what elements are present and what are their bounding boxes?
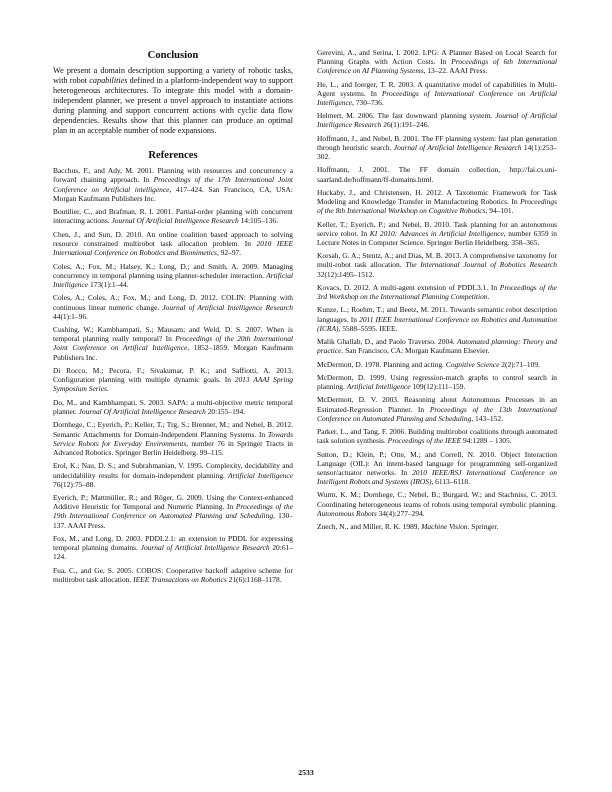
reference-text: Cushing, W.; Kambhampati, S.; Mausam; and Weld, D. S. 2007. When is temporal planning really temporal? In (53, 325, 293, 344)
reference-details: 34(4):277–294. (376, 508, 425, 518)
reference-details: , number 76 in Springer Tracts in Advanced Robotics. Springer Berlin Heidelberg. 99–115. (53, 438, 293, 457)
reference-details: , 94–101. (485, 206, 514, 216)
reference-entry (317, 305, 557, 332)
reference-details: , 143–152. (471, 413, 503, 423)
reference-venue: 2013 AAAI Spring Symposium Series (53, 375, 293, 394)
reference-venue: Proceedings of the 19th International Conference on Automated Planning and Scheduling (53, 502, 293, 521)
reference-entry (317, 165, 557, 183)
reference-details: 2(2):71–109. (499, 359, 540, 369)
reference-entry (317, 427, 557, 445)
reference-details: 21(6):1168–1178. (226, 574, 282, 584)
conclusion-text-2: defined in a platform-independent way to support heterogeneous architectures. To integrate this model with a domain-independent planner, we present a novel approach to instantiate actions during planning and support concurrent actions with cyclic data flow dependencies. Results show that this planner can produce an optimal plan in an acceptable number of node expansions. (53, 76, 293, 136)
reference-text: Hoffmann, J. 2001. The FF domain collection, http://fai.cs.uni-saarland.de/hoffmann/ff-domains.html. (317, 165, 557, 184)
reference-venue: Journal of Artificial Intelligence Research (162, 302, 293, 312)
reference-venue: Proceedings of 6th International Conference on AI Planning Systems (317, 57, 557, 76)
reference-entry (317, 220, 557, 247)
reference-details: , 92–97. (216, 248, 242, 258)
reference-entry (53, 230, 293, 257)
reference-venue: Journal of Artificial Intelligence Research (317, 111, 557, 130)
reference-entry (53, 293, 293, 320)
reference-venue: Journal Of Artificial Intelligence Research (111, 216, 239, 226)
reference-details: , 730–736. (352, 97, 384, 107)
reference-venue: IEEE Transactions on Robotics (133, 574, 227, 584)
reference-text: Keller, T.; Eyerich, P.; and Nebel, B. 2010. Task planning for an autonomous service robot. In (317, 219, 557, 238)
reference-text: Coles, A.; Coles, A.; Fox, M.; and Long, D. 2012. COLIN: Planning with continuous linear numeric change. (53, 293, 293, 312)
reference-details: , 1852–1859. Morgan Kaufmann Publishers Inc. (53, 343, 294, 362)
reference-entry (317, 188, 557, 215)
reference-text: Do, M., and Kambhampati, S. 2003. SAPA: a multi-objective metric temporal planner. (53, 397, 293, 416)
reference-details: . San Francisco, CA: Morgan Kaufmann Elsevier. (341, 346, 490, 356)
reference-venue: 2010 IEEE/RSJ International Conference on Intelligent Robots and Systems (IROS) (317, 467, 557, 487)
reference-venue: Journal of Artificial Intelligence Research (393, 142, 522, 152)
reference-text: Kovacs, D. 2012. A multi-agent extension of PDDL3.1. In (317, 282, 500, 292)
reference-text: Hoffmann, J., and Nebel, B. 2001. The FF planning system: fast plan generation through heuristic search. (317, 133, 557, 152)
reference-entry (317, 490, 557, 517)
reference-details: 14:105–136. (238, 216, 278, 226)
reference-entry (317, 80, 557, 107)
reference-text: Wurm, K. M.; Dornhege, C.; Nebel, B.; Burgard, W.; and Stachniss, C. 2013. Coordinating heterogeneous teams of robots using temporal symbolic planning. (317, 490, 557, 509)
reference-details: 20:155–194. (205, 407, 246, 416)
reference-entry (317, 360, 557, 369)
reference-details: 44(1):1–96. (53, 311, 88, 321)
reference-details: 14(1):253–302. (317, 142, 557, 162)
reference-text: Di Rocco, M.; Pecora, F.; Sivakumar, P. K.; and Saffiotti, A. 2013. Configuration planning with multiple dynamic goals. In (53, 366, 293, 385)
reference-venue: Artificial Intelligence (227, 470, 293, 480)
reference-venue: Proceedings of the 20th International Joint Conference on Artifical Intelligence (53, 334, 293, 353)
reference-entry (317, 283, 557, 301)
reference-entry (317, 373, 557, 391)
reference-venue: Proceedings of the 8th International Workshop on Cognitive Robotics (317, 197, 557, 216)
conclusion-heading: Conclusion (147, 50, 199, 61)
reference-entry (53, 398, 293, 416)
reference-text: Erol, K.; Nau, D. S.; and Subrahmanian, V. 1995. Complexity, decidability and undecidability results for domain-independent planning. (53, 461, 293, 480)
reference-entry (317, 111, 557, 129)
reference-entry (53, 566, 293, 584)
reference-text: Gerevini, A., and Serina, I. 2002. LPG: A Planner Based on Local Search for Planning Graphs with Action Costs. In (317, 48, 557, 67)
reference-entry (317, 251, 557, 278)
reference-venue: Machine Vision (421, 522, 468, 532)
reference-text: He, L., and Ioerger, T. R. 2003. A quantitative model of capabilities in Multi-Agent systems. In (317, 79, 557, 98)
reference-entry (53, 461, 293, 488)
reference-text: Kunze, L.; Roehm, T.; and Beetz, M. 2011. Towards semantic robot description languages. In (317, 305, 557, 324)
reference-details: 20:61–124. (53, 543, 293, 562)
reference-details: 109(12):111–159. (410, 382, 466, 392)
reference-text: Chen, J., and Sun, D. 2010. An online coalition based approach to solving resource constrained multirobot task allocation problem. In (53, 229, 293, 249)
reference-details: 94:1289 – 1305. (461, 436, 512, 446)
left-column (53, 48, 293, 588)
reference-details: 76(12):75–88. (53, 479, 96, 489)
reference-details: , 13–22. AAAI Press. (423, 66, 488, 76)
reference-entry (53, 366, 293, 393)
reference-entry (317, 522, 557, 531)
reference-venue: 2011 IEEE International Conference on Robotics and Automation (ICRA) (317, 314, 557, 333)
reference-text: Fox, M., and Long, D. 2003. PDDL2.1: an extension to PDDL for expressing temporal planning domains. (53, 534, 293, 553)
reference-details: 32(12):1495–1512. (317, 269, 375, 279)
references-list-right (317, 48, 557, 531)
reference-venue: Proceedings of the IEEE (387, 436, 462, 446)
reference-details: . (487, 292, 490, 302)
reference-entry (53, 325, 293, 362)
reference-venue: KI 2010: Advances in Artificial Intelligence (369, 228, 504, 238)
reference-entry (53, 166, 293, 203)
reference-details: , 6113–6118. (431, 477, 470, 487)
reference-text: Zuech, N., and Miller, R. K. 1989. (317, 522, 422, 532)
reference-entry (317, 134, 557, 161)
reference-venue: Cognitive Science (445, 359, 500, 369)
conclusion-text-1: We present a domain description supporting a variety of robotic tasks, with robot (53, 66, 293, 86)
reference-text: McDermott, D. 1999. Using regression-match graphs to control search in planning. (317, 372, 557, 392)
reference-text: Dornhege, C.; Eyerich, P.; Keller, T.; Trg, S.; Brenner, M.; and Nebel, B. 2012. Semantic Attachments for Domain-Independent Planning Systems. In (53, 420, 293, 439)
reference-entry (53, 420, 293, 457)
reference-details: . (106, 384, 109, 394)
reference-entry (53, 262, 293, 289)
reference-venue: Proceedings of the 3rd Workshop on the International Planning Competition (317, 282, 557, 302)
conclusion-paragraph (53, 66, 293, 136)
page-number: 2533 (298, 768, 314, 777)
reference-text: Coles, A.; Fox, M.; Halsey, K.; Long, D.; and Smith, A. 2009. Managing concurrency in temporal planning using planner-scheduler interaction. (53, 261, 293, 280)
reference-text: Malik Ghallab, D., and Paolo Traverso. 2004. (317, 337, 457, 347)
reference-text: Boutilier, C., and Brafman, R. I. 2001. Partial-order planning with concurrent interacting actions. (53, 207, 293, 226)
reference-text: Helmert, M. 2006. The fast downward planning system. (317, 111, 496, 121)
reference-text: McDermott, D. 1978. Planning and acting. (317, 359, 446, 369)
reference-venue: 2010 IEEE International Conference on Robotics and Biomimetics (53, 239, 293, 258)
reference-venue: Artificial Intelligence (346, 382, 411, 392)
reference-text: Parker, L., and Tang, F. 2006. Building multirobot coalitions through automated task solution synthesis. (317, 427, 557, 446)
reference-venue: Journal Of Artificial Intelligence Research (78, 407, 206, 416)
reference-entry (53, 207, 293, 225)
references-list-left (53, 166, 293, 584)
reference-details: , 417–424. San Francisco, CA, USA: Morgan Kaufmann Publishers Inc. (53, 184, 293, 203)
reference-details: , 130–137. AAAI Press. (53, 511, 294, 530)
reference-text: Sutton, D.; Klein, P.; Otte, M.; and Correll, N. 2010. Object Interaction Language (OIL): An intent-based language for programming self-organized sensor/actuator networks. In (317, 449, 557, 477)
reference-venue: The International Journal of Robotics Research (405, 260, 557, 270)
reference-entry (53, 493, 293, 530)
conclusion-italic-term: capabilities (89, 76, 128, 86)
reference-details: 173(1):1–44. (88, 279, 129, 289)
reference-venue: Proceedings of the 13th International Conference on Automated Planning and Scheduling (317, 404, 557, 423)
reference-text: Eyerich, P.; Mattmüller, R.; and Röger, G. 2009. Using the Context-enhanced Additive Heuristic for Temporal and Numeric Planning. In (53, 493, 293, 512)
reference-entry (317, 48, 557, 75)
reference-venue: Towards Service Robots for Everyday Environments (53, 429, 293, 448)
reference-details: 26(1):191–246. (381, 120, 430, 130)
reference-text: McDermott, D. V. 2003. Reasoning about Autonomous Processes in an Estimated-Regression Planner. In (317, 395, 557, 414)
reference-details: . Springer. (467, 522, 499, 532)
reference-text: Huckaby, J., and Christensen, H. 2012. A Taxonomic Framework for Task Modeling and Knowledge Transfer in Manufacturing Robotics. In (317, 187, 557, 207)
reference-details: , number 6359 in Lecture Notes in Computer Science. Springer Berlin Heidelberg. 358–365. (317, 228, 557, 247)
reference-text: Korsah, G. A.; Stentz, A.; and Dias, M. B. 2013. A comprehensive taxonomy for multi-robot task allocation. (317, 251, 557, 270)
reference-entry (317, 337, 557, 355)
reference-entry (53, 534, 293, 561)
reference-entry (317, 395, 557, 422)
reference-details: , 5588–5595. IEEE. (338, 323, 398, 333)
reference-venue: Autonomous Robots (317, 508, 377, 518)
reference-entry (317, 450, 557, 487)
reference-venue: Proceedings of the 17th International Joint Conference on Artificial intelligence (53, 175, 293, 194)
reference-venue: Artificial Intelligence (53, 270, 293, 289)
references-heading: References (148, 150, 198, 162)
reference-venue: Automated planning: Theory and practice (317, 337, 557, 356)
reference-venue: Proceedings of International Conference on Artificial Intelligence (317, 88, 557, 107)
reference-text: Fua, C., and Ge, S. 2005. COBOS: Cooperative backoff adaptive scheme for multirobot task allocation. (53, 565, 293, 584)
reference-text: Bacchus, F., and Ady, M. 2001. Planning with resources and concurrency a forward chaining approach. In (53, 166, 293, 185)
reference-venue: Journal of Artificial Intelligence Research (140, 543, 270, 553)
right-column (317, 48, 557, 535)
